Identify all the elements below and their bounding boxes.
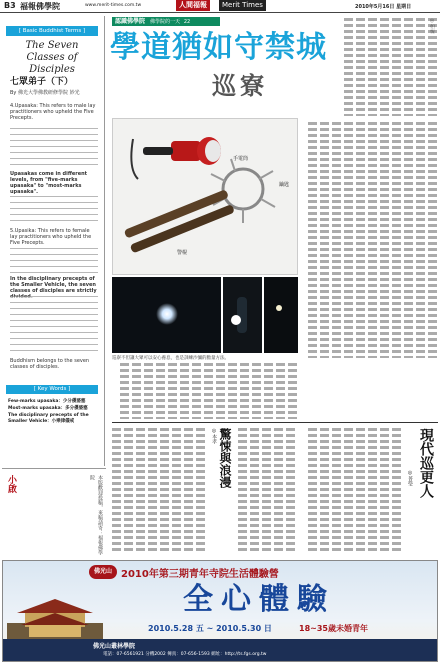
page-header <box>0 0 440 13</box>
keyword-2: Most-marks upasaka：多分優婆塞 <box>8 406 88 411</box>
sidebar <box>2 16 102 464</box>
corridor-light <box>276 305 282 311</box>
section-name: 福報佛學院 <box>20 2 60 11</box>
night-photo-1 <box>112 277 221 353</box>
ad-footer-bar <box>3 639 438 662</box>
terms-tag-label: Basic Buddhist Terms <box>22 28 82 34</box>
keywords-header: [ Key Words ] <box>6 385 98 394</box>
night-photo-3 <box>264 277 298 353</box>
article-1-continued <box>300 122 440 362</box>
article-2-title: 驚悚與浪漫 <box>218 428 232 488</box>
sidebar-p4: 4.Upasaka: This refers to male lay practitioners who upheld the Five Precepts. <box>10 103 96 121</box>
article-2-body-right <box>236 428 298 558</box>
night-photo-2 <box>223 277 262 353</box>
sidebar-p7: In the disciplinary precepts of the Smaller Vehicle, the seven classes of disciples are strictly <box>10 276 97 294</box>
section-url: www.merit-times.com.tw <box>85 3 142 8</box>
label-keys: 鑰匙 <box>279 182 290 188</box>
masthead-logo: 人間福報 <box>176 0 210 11</box>
ad-date: 2010.5.28 五 ~ 2010.5.30 日 <box>148 624 272 633</box>
equipment-photo <box>112 118 298 275</box>
equipment-illustration <box>113 119 299 276</box>
terms-tag: [ Basic Buddhist Terms ] <box>6 26 98 36</box>
ad-org-badge <box>89 565 117 579</box>
ad-org: 佛光山 <box>93 568 112 575</box>
torch-glow <box>231 315 241 325</box>
sidebar-cn-title: 七眾弟子（下） <box>10 77 74 87</box>
keywords-label: Key Words <box>37 386 67 392</box>
camp-advertisement[interactable] <box>2 560 438 662</box>
section-rule <box>112 422 438 423</box>
issue-date: 2010年5月16日 星期日 <box>355 4 412 10</box>
sidebar-lines-1 <box>10 128 98 168</box>
column-name: 認識佛學院 <box>115 18 146 25</box>
page-code: B3 <box>4 1 16 10</box>
article-3-body <box>300 428 404 558</box>
subheadline: 巡寮 <box>212 72 268 100</box>
sidebar-p8: Buddhism belongs to the seven classes of disciples. <box>10 358 90 370</box>
ad-headline: 2010年第三期青年寺院生活體驗營 <box>121 569 279 580</box>
sidebar-byline: By 佛光大學佛教研修學院 妙光 <box>10 90 80 96</box>
masthead-logo-en: Merit Times <box>219 0 266 11</box>
column-num: 22 <box>183 19 191 25</box>
photo-caption: 巡寮不但讓大眾可以安心養息，也是訓練沙彌的膽量方法。 <box>112 356 229 361</box>
sidebar-lines-3 <box>10 248 98 274</box>
keyword-1: Few-marks upasaka：少分優婆塞 <box>8 399 86 404</box>
ad-big-title: 全心體驗 <box>183 582 335 617</box>
ad-age: 18~35歲未婚青年 <box>299 624 368 633</box>
sidebar-p6: 5.Upasika: This refers to female lay practitioners who upheld the Five Precepts. <box>10 228 92 246</box>
article-3-title: 現代巡更人 <box>418 428 434 498</box>
article-2-body-left <box>112 428 206 558</box>
notice-title: 小啟 <box>6 475 16 493</box>
column-sub: 佛學院的一天 <box>149 19 180 25</box>
headline: 學道猶如守禁城 <box>110 30 327 65</box>
article-3-author: ◎普瑩 <box>407 470 413 486</box>
label-flashlight: 手電筒 <box>233 156 249 162</box>
lamp-glow <box>156 303 178 325</box>
label-baton: 警棍 <box>177 250 188 256</box>
article-1-tail <box>112 363 298 421</box>
notice-text: 本版歡迎投稿，來稿請寄：福報佛學院 <box>89 475 103 555</box>
keyword-3: The disciplinary precepts of the Smaller Vehicle：小乘律儀戒 <box>8 413 89 424</box>
article-1-body <box>300 18 440 118</box>
ad-footer-org: 佛光山叢林學院 <box>93 643 136 650</box>
column-banner <box>112 17 220 26</box>
sidebar-divider <box>104 16 105 466</box>
sidebar-p5: Upasakas come in different levels, from "five-marks upasaka" to "most-marks upasaka". <box>10 171 88 195</box>
ad-temple <box>7 583 103 645</box>
ad-contact: 電話：07-6561921 分機2002 傳真：07-656-1593 網址：http://ts.fgs.org.tw <box>103 652 267 657</box>
notice-box <box>2 468 106 558</box>
temple-icon <box>7 583 103 645</box>
sidebar-lines-4 <box>10 296 98 356</box>
article-2-author: ◎本孝 <box>211 428 217 444</box>
sidebar-title: The Seven Classes of Disciples <box>25 40 79 75</box>
sidebar-lines-2 <box>10 196 98 226</box>
